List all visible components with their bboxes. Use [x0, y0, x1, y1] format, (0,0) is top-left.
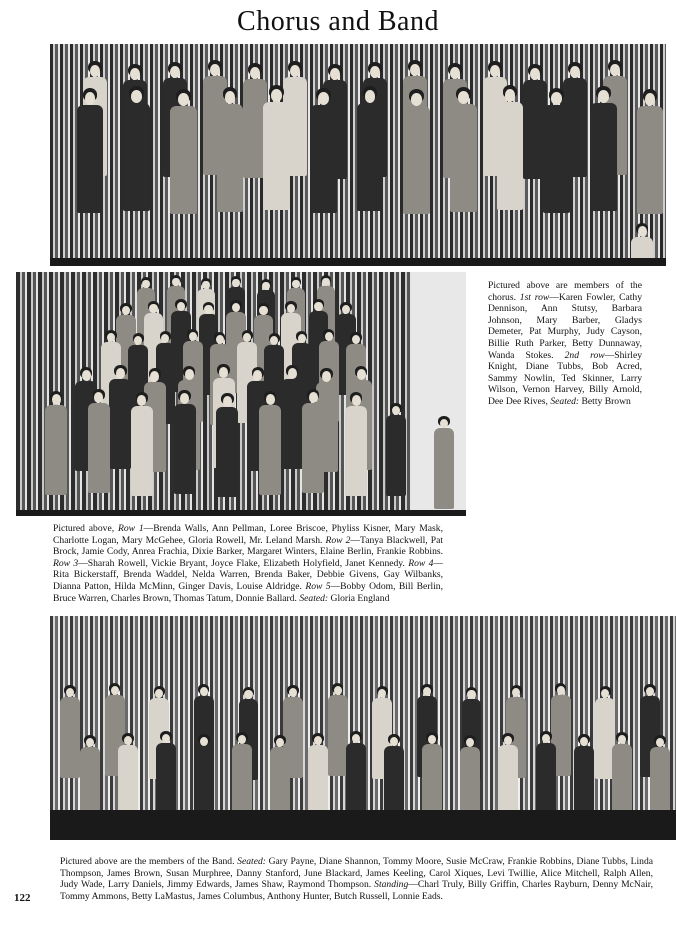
caption-text: Pictured above,: [53, 523, 118, 534]
caption-label: 2nd row: [564, 349, 605, 361]
caption-text: Betty Brown: [579, 395, 631, 407]
caption-label: Row 1: [117, 523, 144, 534]
caption-label: 1st row: [519, 291, 550, 303]
caption-label: Seated:: [237, 856, 266, 867]
caption-text: —Rita Bickerstaff, Brenda Waddel, Nelda Warren, Brenda Baker, Debbie Givens, Gay Wilbanks, Dianna Patton, Hilda McMinn, Ginger Davis, Louise Aldridge.: [53, 557, 443, 592]
caption-text: —Tanya Blackwell, Pat Brock, Jamie Cody, Anrea Frachia, Dixie Barker, Margaret Winters, Elaine Berlin, Frankie Robbins.: [53, 534, 443, 558]
caption-text: Pictured above are the members of the Band.: [60, 856, 238, 867]
chorus-caption: [488, 280, 642, 408]
caption-text: —Bobby Odom, Bill Berlin, Bruce Warren, Charles Brown, Thomas Tatum, Donnie Ballard.: [53, 580, 443, 604]
caption-label: Seated:: [550, 395, 580, 407]
caption-label: Row 2: [325, 534, 351, 546]
chorus-photo: [50, 44, 666, 266]
caption-text: Gloria England: [328, 592, 390, 604]
caption-text: —Karen Fowler, Cathy Dennison, Ann Stutsy, Barbara Johnson, Mary Barber, Gladys Demeter, Pat Murphy, Judy Cayson, Billie Ruth Parker, Betty Dunnaway, Wanda Stokes.: [488, 291, 643, 361]
caption-text: —Charl Truly, Billy Griffin, Charles Rayburn, Denny McNair, Tommy Ammons, Betty LaMastus, James Columbus, Anthony Hunter, Butch Russell, Lonnie Eads.: [60, 879, 653, 902]
caption-label: Row 4: [408, 557, 434, 569]
caption-text: —Sharah Rowell, Vickie Bryant, Joyce Flake, Elizabeth Holyfield, Janet Kennedy.: [78, 557, 409, 569]
choir-rows-photo: [16, 272, 466, 516]
band-photo: [50, 616, 676, 840]
caption-label: Row 5: [305, 580, 331, 592]
caption-text: —Brenda Walls, Ann Pellman, Loree Briscoe, Phyliss Kisner, Mary Mask, Charlotte Logan, Mary McGehee, Gloria Rowell, Mr. Leland Marsh.: [53, 523, 443, 546]
caption-text: —Shirley Knight, Diane Tubbs, Bob Acred, Sammy Nowlin, Ted Skinner, Larry Wilson, Vernon Harvey, Billy Arnold, Dee Dee Rives,: [488, 349, 642, 407]
rows-caption: [53, 523, 443, 604]
page-number: 122: [14, 892, 31, 904]
page-title: Chorus and Band: [237, 6, 439, 37]
caption-text: Gary Payne, Diane Shannon, Tommy Moore, Susie McCraw, Frankie Robbins, Diane Tubbs, Linda Thompson, James Brown, Susan Murphree, Danny Stanford, June Blackard, James Keeling, Carol Xiques, Levi Twillie, Alice Mitchell, Ralph Allen, Judy Wade, Larry Daniels, Jimmy Edwards, James Shaw, Raymond Thompson.: [60, 856, 654, 891]
caption-text: Pictured above are members of the chorus.: [488, 280, 642, 303]
caption-label: Seated:: [299, 592, 329, 604]
caption-label: Row 3: [53, 557, 79, 569]
band-caption: [60, 856, 653, 902]
caption-label: Standing: [374, 879, 409, 891]
